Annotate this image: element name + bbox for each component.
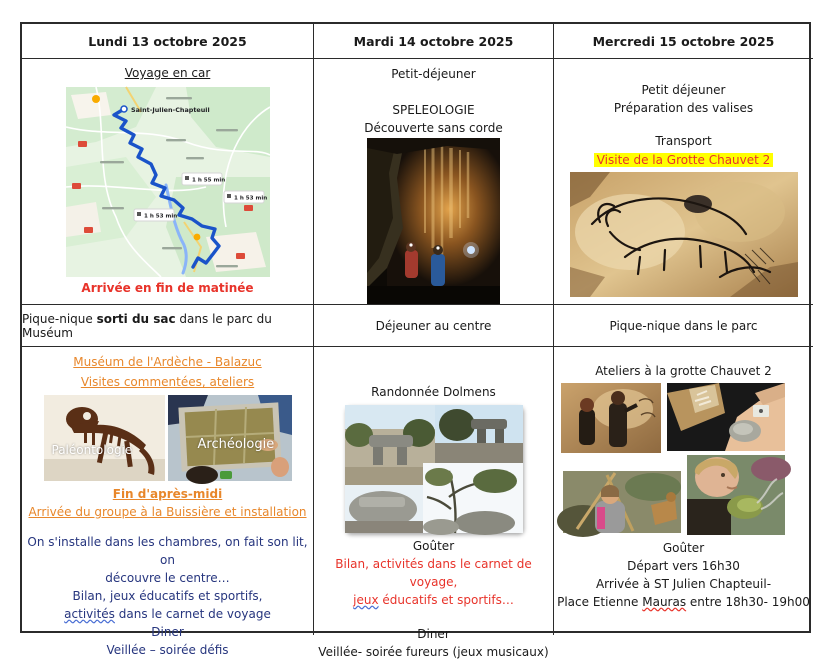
svg-text:1 h 53 min: 1 h 53 min <box>143 213 177 220</box>
map-time-box-b <box>224 191 267 203</box>
dolmen-photos-wrap <box>314 405 553 533</box>
paleontology-photo <box>44 395 165 481</box>
day2-m1: Petit-déjeuner <box>391 67 476 81</box>
day3-lunch-cell <box>554 305 813 347</box>
day3-lunch: Pique-nique dans le parc <box>609 318 758 333</box>
day1-afternoon-cell <box>22 347 314 657</box>
voyage-title: Voyage en car <box>124 66 211 80</box>
route-origin-marker <box>121 106 127 112</box>
paleontology-photo-wrap <box>44 395 165 481</box>
day2-a3: Diner <box>417 627 450 641</box>
day3-m3: Transport <box>655 134 712 148</box>
day1-lunch: Pique-nique sorti du sac dans le parc du Muséum <box>22 311 272 340</box>
chauvet-highlight: Visite de la Grotte Chauvet 2 <box>594 153 774 167</box>
day1-morning-cell <box>22 59 314 305</box>
day3-header: Mercredi 15 octobre 2025 <box>592 33 775 49</box>
museum-photos <box>22 395 313 481</box>
map-alert-marker <box>92 95 100 103</box>
map-time-box-a <box>182 173 225 185</box>
day2-morning-cell <box>314 59 554 305</box>
day2-a1: Randonnée Dolmens <box>371 385 496 399</box>
day1-body3: activités dans le carnet de voyage <box>64 607 271 621</box>
speleology-photo <box>367 138 500 304</box>
day1-header-cell <box>22 24 314 59</box>
day1-body4: Diner <box>151 625 184 639</box>
day2-lunch: Déjeuner au centre <box>375 318 492 333</box>
day1-lunch-cell <box>22 305 314 347</box>
map-origin-label: Saint-Julien-Chapteuil <box>130 106 210 114</box>
day2-m2: SPELEOLOGIE <box>392 103 475 117</box>
day2-m3: Découverte sans corde <box>364 121 503 135</box>
day2-a2: Goûter <box>412 539 455 553</box>
archeology-photo-wrap <box>168 395 292 481</box>
day2-red2: jeux éducatifs et sportifs… <box>353 593 514 607</box>
dolmen-tr <box>435 405 523 463</box>
late2-line: Arrivée du groupe à la Buissière et installation <box>28 505 307 519</box>
chauvet-painting-wrap <box>554 172 813 297</box>
day2-header: Mardi 14 octobre 2025 <box>353 33 514 49</box>
day3-a5: Place Etienne Mauras entre 18h30- 19h00 <box>557 595 810 609</box>
day1-body2: Bilan, jeux éducatifs et sportifs, <box>72 589 263 603</box>
day3-header-cell <box>554 24 813 59</box>
day1-body5: Veillée – soirée défis <box>106 643 229 657</box>
arrival-note: Arrivée en fin de matinée <box>81 281 254 295</box>
day3-morning-cell <box>554 59 813 305</box>
day3-afternoon-cell <box>554 347 813 635</box>
map-time-box-c <box>134 209 177 221</box>
day2-header-cell <box>314 24 554 59</box>
route-map-image <box>66 87 270 277</box>
dolmen-photos <box>345 405 523 533</box>
dolmen-br <box>423 463 523 535</box>
chauvet-painting-photo <box>570 172 798 297</box>
schedule-table <box>20 22 811 659</box>
day2-afternoon-cell <box>314 347 554 659</box>
cave-drawing-kids-photo <box>561 383 661 453</box>
day3-a4: Arrivée à ST Julien Chapteuil- <box>595 577 772 591</box>
day3-a3: Départ vers 16h30 <box>627 559 740 573</box>
day2-lunch-cell <box>314 305 554 347</box>
cave-photo-wrap <box>314 138 553 304</box>
dolmen-bl <box>345 485 423 533</box>
day3-a2: Goûter <box>662 541 705 555</box>
day3-m4 <box>554 151 813 169</box>
day1-header: Lundi 13 octobre 2025 <box>88 33 247 49</box>
day1-morning-title <box>22 64 313 82</box>
ateliers-photos-wrap <box>554 383 813 535</box>
fire-making-girl-photo <box>687 455 785 535</box>
day2-a4: Veillée- soirée fureurs (jeux musicaux) <box>318 645 549 659</box>
paleontology-label: Paléontologie <box>51 443 133 457</box>
spear-girl-photo <box>563 471 681 533</box>
day3-m2: Préparation des valises <box>613 101 754 115</box>
route-map-wrap <box>22 87 313 277</box>
day2-red1: Bilan, activités dans le carnet de voyage, <box>335 557 532 589</box>
map-alert-marker2 <box>193 234 200 241</box>
late1-line: Fin d'après-midi <box>112 487 223 501</box>
day1-body1: On s'installe dans les chambres, on fait son lit, on <box>27 535 308 567</box>
archeology-label: Archéologie <box>197 437 275 452</box>
day3-a1: Ateliers à la grotte Chauvet 2 <box>595 364 772 378</box>
ateliers-collage <box>561 383 807 535</box>
svg-text:1 h 53 min: 1 h 53 min <box>233 195 267 202</box>
flint-tool-photo <box>667 383 785 451</box>
svg-text:1 h 55 min: 1 h 55 min <box>191 177 225 184</box>
dolmen-tl <box>345 405 435 485</box>
museum-link1: Muséum de l'Ardèche - Balazuc <box>73 355 262 369</box>
day3-m1: Petit déjeuner <box>641 83 726 97</box>
day1-body1b: découvre le centre… <box>105 571 230 585</box>
museum-link2: Visites commentées, ateliers <box>80 375 255 389</box>
